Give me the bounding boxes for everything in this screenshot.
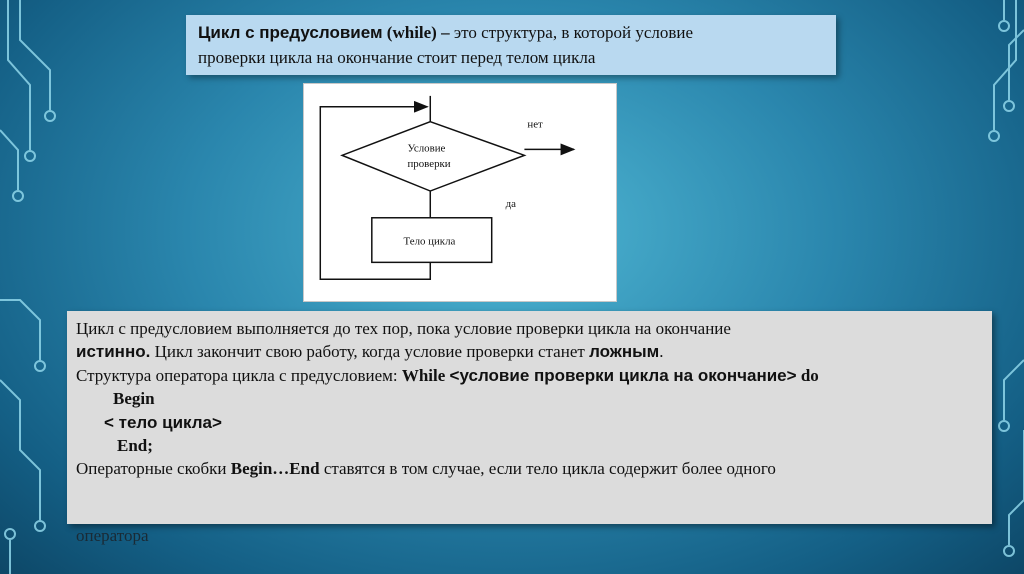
body-line: [76, 411, 983, 434]
p1-text: Цикл с предусловием выполняется до тех пор, пока условие проверки цикла на окончание: [76, 319, 731, 338]
do-keyword: do: [800, 365, 819, 385]
yes-label: да: [505, 197, 516, 210]
p1-rest: Цикл закончит свою работу, когда условие проверки станет: [154, 342, 585, 362]
paragraph-1: [76, 317, 983, 364]
p1-end: .: [659, 342, 664, 362]
end-line: [76, 434, 983, 457]
definition-box: [186, 15, 836, 75]
p1-bold2: ложным: [589, 342, 660, 362]
p2-text: Структура оператора цикла с предусловием:: [76, 365, 398, 385]
definition-keyword: (while) –: [386, 23, 450, 42]
definition-text-1: это структура, в которой условие: [453, 23, 694, 42]
while-keyword: While: [401, 365, 446, 385]
begin-line: [76, 387, 983, 410]
flowchart-svg: [304, 84, 616, 301]
condition-label-1: Условие: [407, 142, 446, 155]
paragraph-3: [76, 457, 983, 480]
while-condition: <условие проверки цикла на окончание>: [449, 365, 797, 385]
body-statement: < тело цикла>: [104, 412, 222, 432]
condition-label-2: проверки: [407, 158, 451, 171]
begin-keyword: Begin: [113, 389, 155, 409]
p1-bold: истинно.: [76, 342, 151, 362]
explanation-box: [67, 311, 992, 524]
end-keyword: End;: [117, 436, 153, 456]
p3-rest: ставятся в том случае, если тело цикла содержит более одного: [323, 459, 776, 479]
flowchart-image: [303, 83, 617, 302]
definition-text-2: проверки цикла на окончание стоит перед телом цикла: [198, 48, 596, 67]
begin-end-keyword: Begin…End: [230, 459, 320, 479]
body-label: Тело цикла: [403, 235, 456, 248]
p3-text: Операторные скобки: [76, 459, 227, 479]
definition-term: Цикл с предусловием: [198, 23, 383, 42]
condition-diamond: [342, 122, 524, 191]
overflow-text: оператора: [76, 526, 149, 545]
paragraph-2: [76, 364, 983, 387]
no-label: нет: [527, 118, 543, 131]
